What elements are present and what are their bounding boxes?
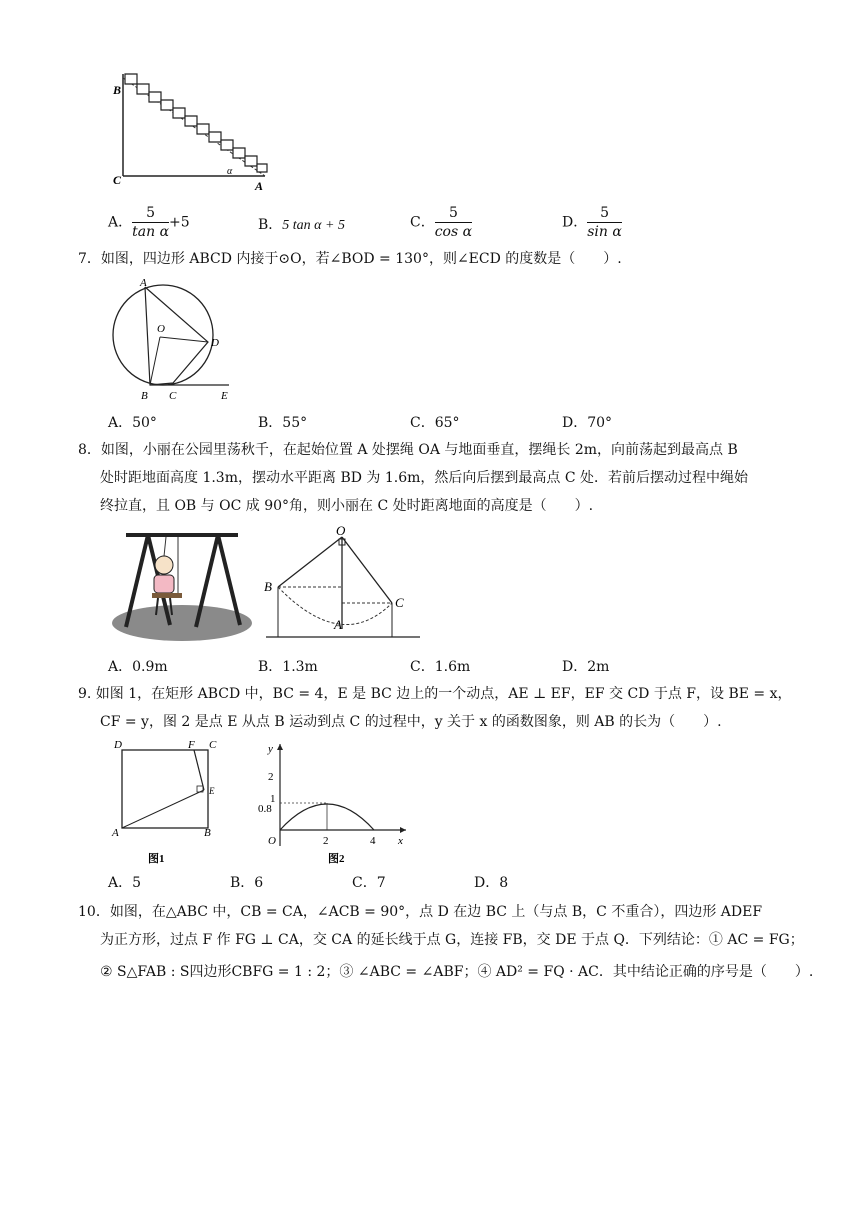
q6-option-c: C． $\frac{5}{\text{cos α}}$: [410, 205, 473, 240]
q8-option-b: B．1.3m: [258, 659, 318, 675]
q8-option-a: A．0.9m: [108, 659, 168, 675]
label-y: y: [268, 743, 273, 755]
q7-option-b: B．55°: [258, 415, 308, 431]
q6-option-b: B．5 tan α + 5: [258, 217, 345, 233]
q6-option-a: A． $\frac{5}{\text{tan α}}$ +5: [108, 205, 190, 240]
label-B: B: [204, 827, 211, 839]
label-O: O: [157, 323, 165, 335]
label-x: x: [398, 835, 403, 847]
label-C: C: [113, 173, 122, 187]
label-F: F: [188, 739, 195, 751]
label-C: C: [169, 390, 177, 402]
q9-option-d: D．8: [474, 875, 509, 891]
tick-y-2: 2: [268, 771, 274, 783]
tick-x-2: 2: [323, 835, 329, 847]
label-E: E: [221, 390, 228, 402]
q9-option-c: C．7: [352, 875, 386, 891]
label-O: O: [336, 525, 346, 538]
tick-y-1: 1: [270, 793, 276, 805]
function-graph: [256, 738, 416, 866]
label-D: D: [211, 337, 219, 349]
q8-stem-line3: 终拉直，且 OB 与 OC 成 90°角，则小丽在 C 处时距离地面的高度是（ ）.: [100, 498, 594, 514]
tick-x-4: 4: [370, 835, 376, 847]
figure-1-caption: 图1: [148, 853, 165, 865]
label-E: E: [209, 786, 215, 796]
swing-diagram: [262, 525, 422, 643]
label-C: C: [395, 595, 404, 610]
label-D: D: [114, 739, 122, 751]
figure-2-caption: 图2: [328, 853, 345, 865]
label-A: A: [334, 617, 342, 632]
q10-stem-line3: ② S△FAB : S四边形CBFG = 1 : 2；③ ∠ABC = ∠ABF；④ AD² = FQ · AC．其中结论正确的序号是（ ）.: [100, 964, 814, 980]
q8-stem-line1: 8．如图，小丽在公园里荡秋千，在起始位置 A 处摆绳 OA 与地面垂直，摆绳长 2m，向前荡起到最高点 B: [78, 442, 738, 458]
q7-option-d: D．70°: [562, 415, 613, 431]
q7-option-a: A．50°: [108, 415, 157, 431]
q6-option-d: D． $\frac{5}{\text{sin α}}$: [562, 205, 622, 240]
label-B: B: [141, 390, 148, 402]
label-A: A: [255, 179, 264, 193]
circle-figure: [105, 275, 245, 405]
label-O: O: [268, 835, 276, 847]
q9-option-b: B．6: [230, 875, 264, 891]
q8-option-c: C．1.6m: [410, 659, 471, 675]
q9-stem-line1: 9. 如图 1，在矩形 ABCD 中，BC = 4，E 是 BC 边上的一个动点，AE ⊥ EF，EF 交 CD 于点 F，设 BE = x，: [78, 686, 792, 702]
q9-option-a: A．5: [108, 875, 142, 891]
q7-option-c: C．65°: [410, 415, 460, 431]
swing-picture: [108, 525, 256, 643]
tick-y-0.8: 0.8: [258, 803, 272, 815]
label-C: C: [209, 739, 217, 751]
label-B: B: [113, 83, 122, 97]
q8-stem-line2: 处时距地面高度 1.3m，摆动水平距离 BD 为 1.6m，然后向后摆到最高点 C 处．若前后摆动过程中绳始: [100, 470, 749, 486]
label-alpha: α: [227, 166, 233, 177]
q10-stem-line1: 10．如图，在△ABC 中，CB = CA，∠ACB = 90°，点 D 在边 BC 上（与点 B，C 不重合），四边形 ADEF: [78, 904, 763, 920]
label-A: A: [140, 277, 147, 289]
staircase-figure: [105, 68, 285, 193]
rectangle-figure: [108, 738, 228, 866]
q7-stem: 7．如图，四边形 ABCD 内接于⊙O，若∠BOD = 130°，则∠ECD 的度数是（ ）.: [78, 251, 622, 267]
label-A: A: [112, 827, 119, 839]
label-B: B: [264, 579, 272, 594]
q10-stem-line2: 为正方形，过点 F 作 FG ⊥ CA，交 CA 的延长线于点 G，连接 FB，交 DE 于点 Q．下列结论：① AC = FG；: [100, 932, 804, 948]
q8-option-d: D．2m: [562, 659, 610, 675]
q9-stem-line2: CF = y，图 2 是点 E 从点 B 运动到点 C 的过程中，y 关于 x 的函数图象，则 AB 的长为（ ）.: [100, 714, 722, 730]
